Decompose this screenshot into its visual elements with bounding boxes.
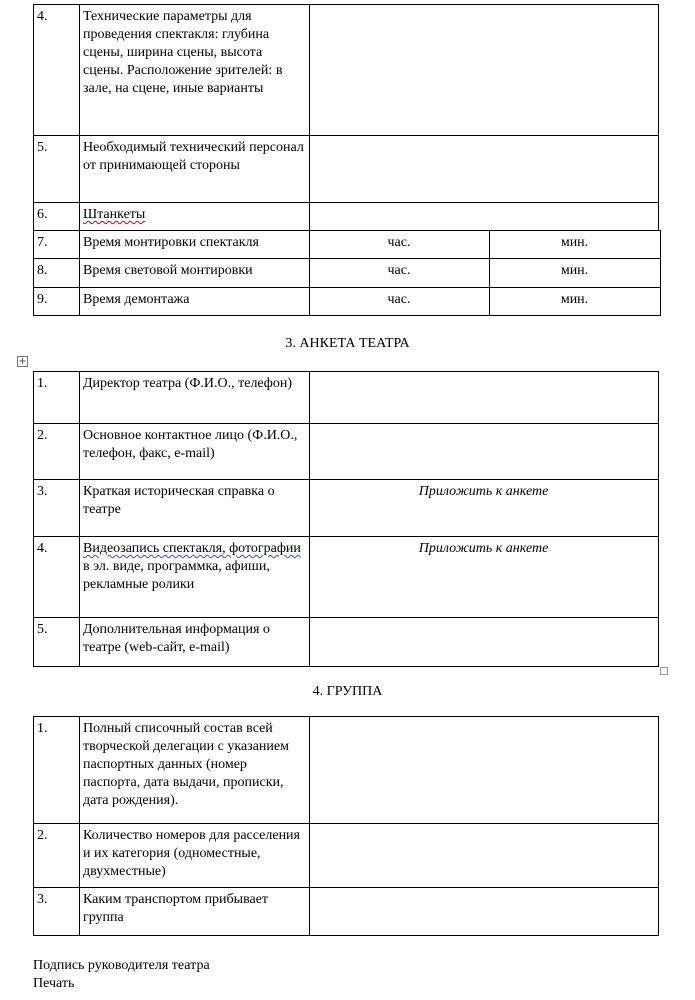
row-number: 3. bbox=[34, 480, 80, 537]
row-value[interactable] bbox=[310, 618, 659, 667]
spellcheck-word: Штанкеты bbox=[83, 207, 146, 222]
row-number: 8. bbox=[34, 259, 80, 288]
row-label-rest: в эл. виде, программка, афиши, рекламные ролики bbox=[83, 559, 270, 592]
row-label: Время демонтажа bbox=[80, 288, 310, 316]
table-row bbox=[34, 288, 661, 316]
row-label: Полный списочный состав всей творческой делегации с указанием паспортных данных (номер паспорта, дата выдачи, прописки, дата рождения). bbox=[80, 717, 310, 824]
row-label: Необходимый технический персонал от принимающей стороны bbox=[80, 136, 310, 203]
stamp-line: Печать bbox=[33, 976, 75, 991]
table-row bbox=[34, 136, 659, 203]
row-value[interactable] bbox=[310, 5, 659, 136]
hours-cell[interactable]: час. bbox=[310, 231, 490, 259]
row-value[interactable] bbox=[310, 888, 659, 936]
hours-cell[interactable]: час. bbox=[310, 288, 490, 316]
table-row bbox=[34, 717, 659, 824]
row-value[interactable] bbox=[310, 372, 659, 424]
row-label: Дополнительная информация о театре (web-сайт, e-mail) bbox=[80, 618, 310, 667]
row-number: 4. bbox=[34, 537, 80, 618]
table-row bbox=[34, 203, 659, 231]
table-row bbox=[34, 231, 661, 259]
time-table bbox=[33, 230, 661, 316]
row-number: 9. bbox=[34, 288, 80, 316]
table-row bbox=[34, 424, 659, 480]
attach-note[interactable]: Приложить к анкете bbox=[310, 537, 659, 618]
row-number: 1. bbox=[34, 372, 80, 424]
row-label: Основное контактное лицо (Ф.И.О., телефон, факс, e-mail) bbox=[80, 424, 310, 480]
row-label: Краткая историческая справка о театре bbox=[80, 480, 310, 537]
table-row bbox=[34, 480, 659, 537]
row-number: 1. bbox=[34, 717, 80, 824]
table-row bbox=[34, 618, 659, 667]
row-number: 3. bbox=[34, 888, 80, 936]
row-label: Время монтировки спектакля bbox=[80, 231, 310, 259]
row-number: 4. bbox=[34, 5, 80, 136]
signature-line: Подпись руководителя театра bbox=[33, 958, 210, 973]
minutes-cell[interactable]: мин. bbox=[490, 288, 661, 316]
table-row bbox=[34, 372, 659, 424]
section-heading: 3. АНКЕТА ТЕАТРА bbox=[285, 336, 410, 351]
table-resize-handle-icon[interactable] bbox=[660, 667, 668, 675]
table-row bbox=[34, 259, 661, 288]
table-row bbox=[34, 5, 659, 136]
table-row bbox=[34, 537, 659, 618]
row-label bbox=[80, 203, 310, 231]
minutes-cell[interactable]: мин. bbox=[490, 259, 661, 288]
hours-cell[interactable]: час. bbox=[310, 259, 490, 288]
row-value[interactable] bbox=[310, 424, 659, 480]
row-label: Директор театра (Ф.И.О., телефон) bbox=[80, 372, 310, 424]
section-heading: 4. ГРУППА bbox=[312, 684, 383, 699]
row-number: 2. bbox=[34, 824, 80, 888]
row-number: 6. bbox=[34, 203, 80, 231]
row-number: 5. bbox=[34, 618, 80, 667]
row-label bbox=[80, 537, 310, 618]
row-number: 5. bbox=[34, 136, 80, 203]
row-value[interactable] bbox=[310, 203, 659, 231]
grammar-check-phrase: Видеозапись спектакля, фотографии bbox=[83, 541, 301, 556]
row-label: Количество номеров для расселения и их категория (одноместные, двухместные) bbox=[80, 824, 310, 888]
attach-note[interactable]: Приложить к анкете bbox=[310, 480, 659, 537]
theatre-form-table bbox=[33, 371, 659, 667]
row-label: Технические параметры для проведения спектакля: глубина сцены, ширина сцены, высота сцены. Расположение зрителей: в зале, на сцене, иные варианты bbox=[80, 5, 310, 136]
group-table bbox=[33, 716, 659, 936]
table-move-handle-icon[interactable]: + bbox=[18, 356, 27, 367]
table-row bbox=[34, 888, 659, 936]
row-value[interactable] bbox=[310, 717, 659, 824]
row-value[interactable] bbox=[310, 824, 659, 888]
row-label: Время световой монтировки bbox=[80, 259, 310, 288]
row-value[interactable] bbox=[310, 136, 659, 203]
minutes-cell[interactable]: мин. bbox=[490, 231, 661, 259]
row-number: 7. bbox=[34, 231, 80, 259]
table-row bbox=[34, 824, 659, 888]
row-label: Каким транспортом прибывает группа bbox=[80, 888, 310, 936]
row-number: 2. bbox=[34, 424, 80, 480]
technical-table bbox=[33, 4, 659, 231]
